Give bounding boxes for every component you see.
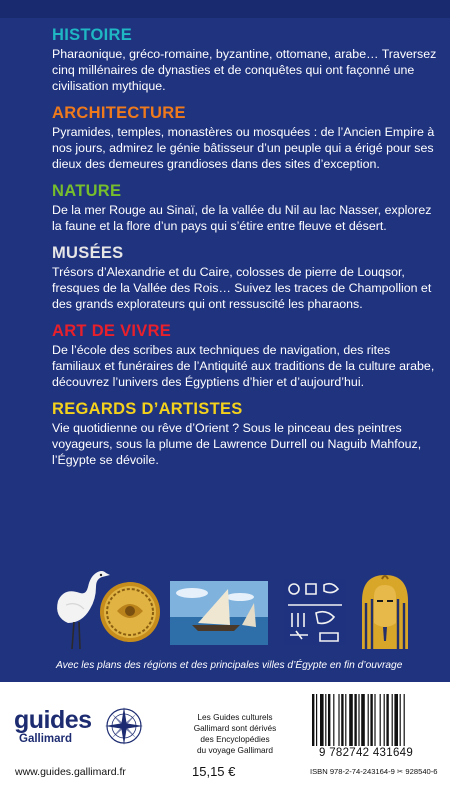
section-musees bbox=[52, 244, 442, 312]
isbn-text: ISBN 978-2-74-243164-9 ✂ 928540-6 bbox=[310, 767, 438, 776]
barcode-digits: 9 782742 431649 bbox=[319, 747, 414, 759]
thumbnail-strip bbox=[0, 565, 450, 655]
section-text: Trésors d’Alexandrie et du Caire, colosses de pierre de Louqsor, fresques de la Vallée des Rois… Suivez les traces de Champollion et des grands explorateurs qui ont ressuscité les pharaons. bbox=[52, 265, 432, 311]
section-regards-d-artistes bbox=[52, 400, 442, 468]
tutankhamun-mask-image bbox=[356, 571, 414, 649]
maps-caption: Avec les plans des régions et des principales villes d’Égypte en fin d’ouvrage bbox=[56, 660, 403, 671]
gold-medallion-image bbox=[99, 581, 161, 643]
section-text: Pharaonique, gréco-romaine, byzantine, ottomane, arabe… Traversez cinq millénaires de dynasties et de conquêtes qui ont façonné une civilisation mythique. bbox=[52, 47, 437, 93]
section-text: Pyramides, temples, monastères ou mosquées : de l’Ancien Empire à nos jours, admirez le génie bâtisseur d’un peuple qui a érigé pour ses dieux des demeures grandioses dans des sites d’exception. bbox=[52, 125, 435, 171]
section-title: NATURE bbox=[52, 182, 122, 200]
section-text: De la mer Rouge au Sinaï, de la vallée du Nil au lac Nasser, explorez la faune et la flore d’un pays qui s’étire entre fleuve et désert. bbox=[52, 203, 432, 233]
section-text: De l’école des scribes aux techniques de navigation, des rites familiaux et funéraires de l’Antiquité aux traditions de la culture arabe, découvrez l’univers des Égyptiens d’hier et d’aujourd’hui. bbox=[52, 343, 435, 389]
section-title: ART DE VIVRE bbox=[52, 322, 172, 340]
blurb-line: des Encyclopédies bbox=[200, 734, 270, 744]
price: 15,15 € bbox=[192, 764, 236, 779]
compass-rose-icon bbox=[104, 706, 144, 746]
website-url: www.guides.gallimard.fr bbox=[15, 766, 126, 778]
top-frame bbox=[0, 0, 450, 18]
felucca-photo bbox=[170, 581, 268, 645]
sections-list bbox=[52, 26, 442, 478]
brand-guides: guides bbox=[14, 706, 92, 734]
section-nature bbox=[52, 182, 442, 234]
section-title: REGARDS D’ARTISTES bbox=[52, 400, 243, 418]
footer bbox=[0, 682, 450, 798]
series-blurb bbox=[170, 712, 300, 756]
brand-gallimard: Gallimard bbox=[19, 733, 73, 745]
hieroglyphs-image bbox=[284, 579, 346, 645]
blurb-line: Gallimard sont dérivés bbox=[193, 723, 277, 733]
section-art-de-vivre bbox=[52, 322, 442, 390]
section-title: ARCHITECTURE bbox=[52, 104, 186, 122]
section-histoire bbox=[52, 26, 442, 94]
barcode-image bbox=[308, 694, 438, 748]
section-text: Vie quotidienne ou rêve d’Orient ? Sous le pinceau des peintres voyageurs, sous la plume de Lawrence Durrell ou Naguib Mahfouz, l’Égypte se dévoile. bbox=[52, 421, 422, 467]
blurb-line: Les Guides culturels bbox=[197, 712, 273, 722]
section-title: HISTOIRE bbox=[52, 26, 133, 44]
section-title: MUSÉES bbox=[52, 244, 124, 262]
blurb-line: du voyage Gallimard bbox=[196, 745, 274, 755]
section-architecture bbox=[52, 104, 442, 172]
